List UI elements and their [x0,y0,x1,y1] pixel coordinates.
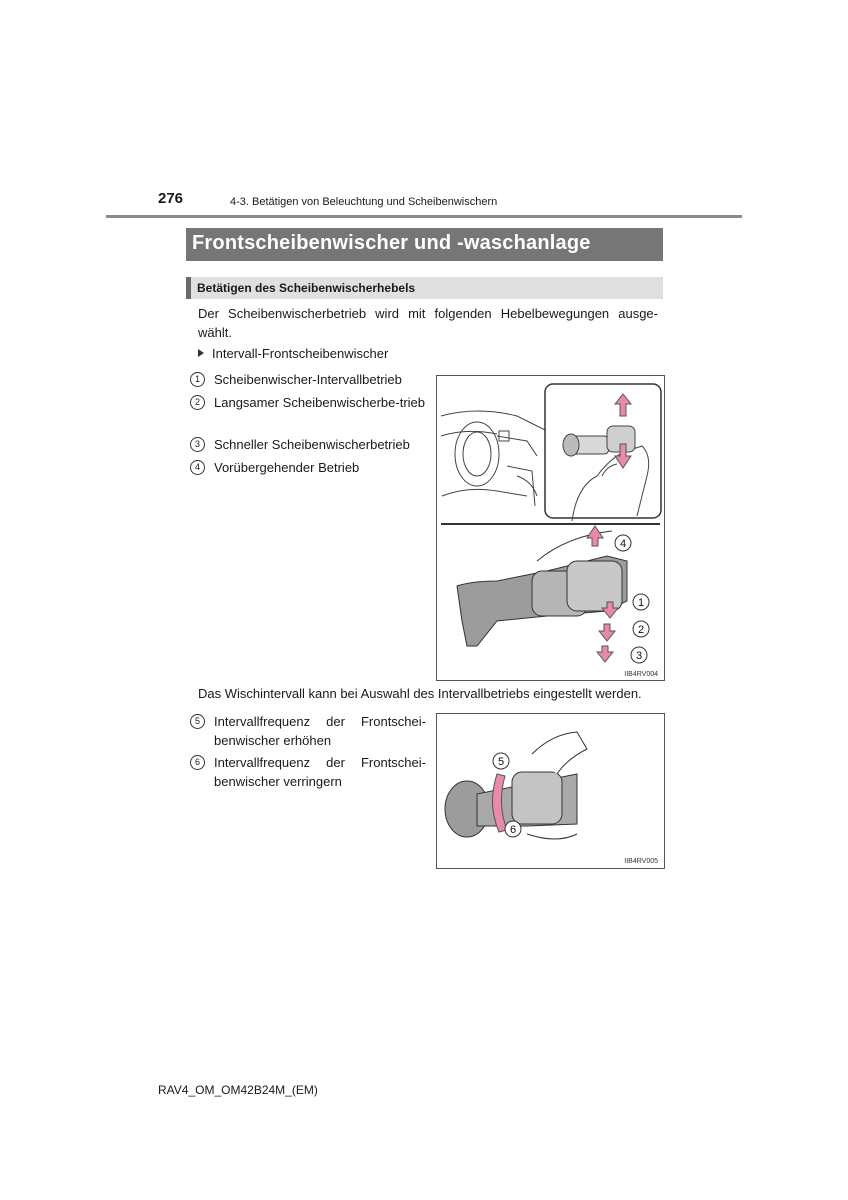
callout-label: 1 [637,597,645,609]
step-number: 3 [190,437,205,452]
section-path: 4-3. Betätigen von Beleuchtung und Scheibenwischern [230,196,498,208]
callout-label: 4 [619,538,627,550]
figure-wiper-lever [436,375,665,681]
step-text: Langsamer Scheibenwischerbe-trieb [214,395,426,410]
list-item [190,712,426,750]
step-text: Scheibenwischer-Intervallbetrieb [214,372,402,387]
arrow-item [198,346,388,361]
wiper-lever-illustration [437,376,664,680]
list-item [190,753,426,791]
step-text: Schneller Scheibenwischerbetrieb [214,437,410,452]
header-rule [106,215,742,218]
step-text: Intervallfrequenz der Frontschei-benwischer erhöhen [214,714,426,748]
figure-code: IIB4RV005 [624,858,658,865]
step-number: 5 [190,714,205,729]
interval-paragraph: Das Wischintervall kann bei Auswahl des Intervallbetriebs eingestellt werden. [198,686,642,701]
callout-label: 2 [637,624,645,636]
step-text: Intervallfrequenz der Frontschei-benwischer verringern [214,755,426,789]
callout-label: 6 [509,824,517,836]
figure-code: IIB4RV004 [624,671,658,678]
list-item [190,435,426,454]
step-text: Vorübergehender Betrieb [214,460,360,475]
footer-doc-code: RAV4_OM_OM42B24M_(EM) [158,1083,318,1097]
list-item [190,370,426,389]
subheading-bar [186,277,663,299]
arrow-item-label: Intervall-Frontscheibenwischer [212,346,389,361]
step-number: 4 [190,460,205,475]
step-number: 6 [190,755,205,770]
subheading-marker [186,277,191,299]
list-item [190,458,426,477]
intro-paragraph: Der Scheibenwischerbetrieb wird mit folgenden Hebelbewegungen ausge-wählt. [198,306,658,340]
subheading: Betätigen des Scheibenwischerhebels [197,281,416,295]
page-title: Frontscheibenwischer und -waschanlage [192,232,591,254]
triangle-bullet-icon [198,349,204,357]
step-number: 1 [190,372,205,387]
interval-ring-illustration [437,714,664,868]
step-number: 2 [190,395,205,410]
list-item [190,393,426,412]
page-title-bar [186,228,663,261]
callout-label: 3 [635,650,643,662]
callout-label: 5 [497,756,505,768]
page-number: 276 [158,190,184,207]
figure-interval-ring [436,713,665,869]
